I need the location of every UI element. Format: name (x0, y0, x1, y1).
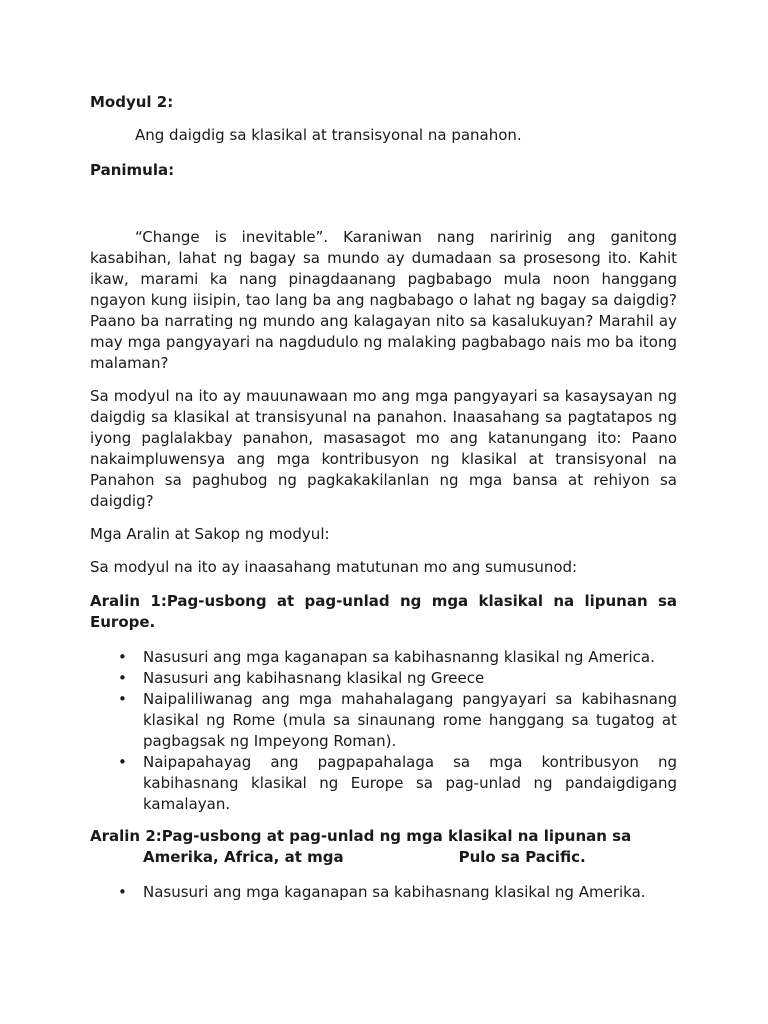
list-item: • Nasusuri ang mga kaganapan sa kabihasnang klasikal ng Amerika. (118, 883, 646, 901)
lesson-1-objectives (90, 647, 677, 815)
bullet-icon: • (118, 669, 127, 687)
lesson-2-title-line-1: Aralin 2:Pag-usbong at pag-unlad ng mga klasikal na lipunan sa (90, 827, 632, 845)
bullet-icon: • (118, 883, 127, 901)
bullet-icon: • (118, 690, 127, 708)
module-paragraph: Sa modyul na ito ay mauunawaan mo ang mga pangyayari sa kasaysayan ng daigdig sa klasikal at transisyunal na panahon. Inaasahang sa pagtatapos ng iyong paglalakbay panahon, masasagot mo ang katanungang ito: Paano nakaimpluwensya ang mga kontribusyon ng klasikal at transisyonal na Panahon sa paghubog ng pagkakakilanlan ng mga bansa at rehiyon sa daigdig? (90, 387, 677, 510)
list-item: • Nasusuri ang kabihasnang klasikal ng Greece (118, 669, 485, 687)
expectation-label: Sa modyul na ito ay inaasahang matutunan mo ang sumusunod: (90, 558, 578, 576)
lesson-2-title (90, 826, 677, 868)
module-heading: Modyul 2: (90, 93, 174, 111)
module-title: Ang daigdig sa klasikal at transisyonal na panahon. (135, 126, 522, 144)
lesson-2-objectives (90, 882, 677, 903)
lesson-1-title: Aralin 1:Pag-usbong at pag-unlad ng mga klasikal na lipunan sa Europe. (90, 592, 677, 631)
lesson-2-title-line-2: Amerika, Africa, at mga Pulo sa Pacific. (143, 848, 586, 866)
list-item: • Naipapahayag ang pagpapahalaga sa mga kontribusyon ng kabihasnang klasikal ng Europe sa pag-unlad ng pandaigdigang kamalayan. (118, 753, 677, 813)
bullet-icon: • (118, 648, 127, 666)
bullet-icon: • (118, 753, 127, 771)
list-item: • Nasusuri ang mga kaganapan sa kabihasnanng klasikal ng America. (118, 648, 655, 666)
intro-paragraph: “Change is inevitable”. Karaniwan nang naririnig ang ganitong kasabihan, lahat ng bagay sa mundo ay dumadaan sa prosesong ito. Kahit ikaw, marami ka nang pinagdaanang pagbabago mula noon hanggang ngayon kung iisipin, tao lang ba ang nagbabago o lahat ng bagay sa daigdig? Paano ba narrating ng mundo ang kalagayan nito sa kasalukuyan? Marahil ay may mga pangyayari na nagdudulo ng malaking pagbabago nais mo ba itong malaman? (90, 228, 677, 372)
intro-heading: Panimula: (90, 161, 175, 179)
list-item: • Naipaliliwanag ang mga mahahalagang pangyayari sa kabihasnang klasikal ng Rome (mula sa sinaunang rome hanggang sa tugatog at pagbagsak ng Impeyong Roman). (118, 690, 677, 750)
lessons-label: Mga Aralin at Sakop ng modyul: (90, 525, 330, 543)
